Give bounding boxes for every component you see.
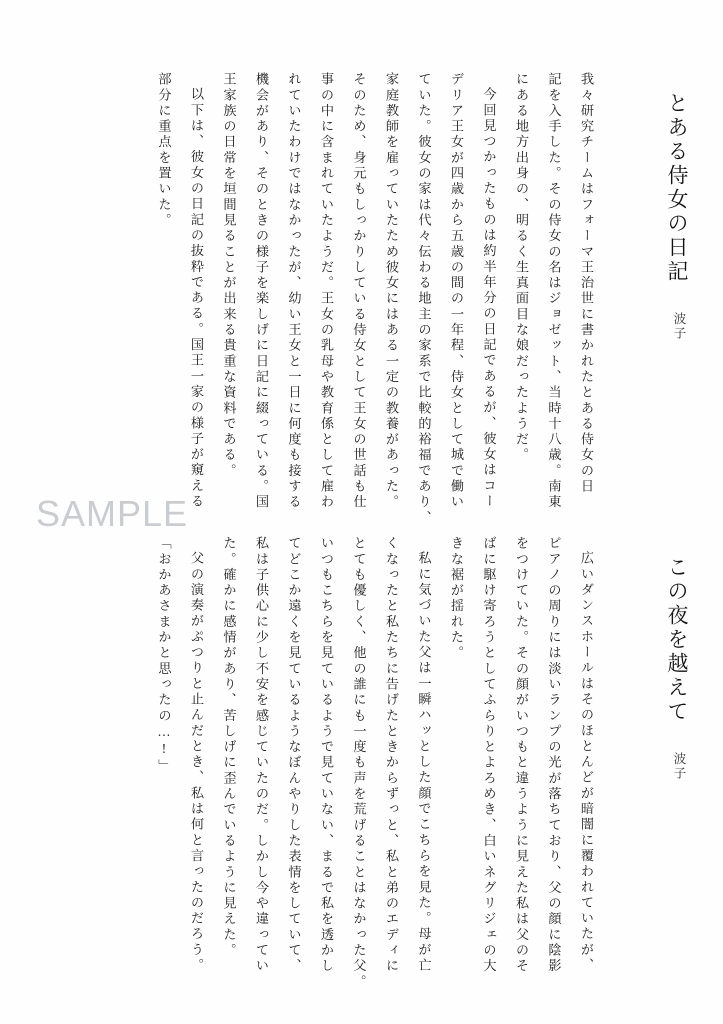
body-column: 今回見つかったものは約半年分の日記であるが、彼女はコー <box>481 87 497 510</box>
section-title-2: この夜を越えて <box>665 556 689 724</box>
body-column: 広いダンスホールはそのほとんどが暗闇に覆われていたが、 <box>579 551 594 974</box>
body-column: ピアノの周りには淡いランプの光が落ちており、父の顔に陰影 <box>546 536 562 975</box>
body-column: きな裾が揺れた。 <box>449 536 464 662</box>
body-column: 父の演奏がぷつりと止んだとき、私は何と言ったのだろう。 <box>189 551 204 974</box>
body-column: 部分に重点を置いた。 <box>156 72 172 229</box>
body-column: にある地方出身の、明るく生真面目な娘だったようだ。 <box>514 72 529 464</box>
body-column: 記を入手した。その侍女の名はジョゼット、当時十八歳。南東 <box>546 72 562 511</box>
body-column: ていた。彼女の家は代々伝わる地主の家系で比較的裕福であり、 <box>416 72 432 526</box>
section-title-block-1 <box>666 92 687 341</box>
sample-watermark: SAMPLE <box>36 493 189 534</box>
body-column: とても優しく、他の誰にも一度も声を荒げることはなかった父。 <box>351 536 367 990</box>
section-title-block-2 <box>666 556 687 781</box>
section-author-2: 波子 <box>672 752 686 781</box>
body-column: 私は子供心に少し不安を感じていたのだ。しかし今や違ってい <box>254 536 269 975</box>
section-author-1: 波子 <box>672 312 686 341</box>
body-column: 王家族の日常を垣間見ることが出来る貴重な資料である。 <box>221 72 237 479</box>
body-column: 機会があり、そのときの様子を楽しげに日記に綴っている。国 <box>254 72 269 511</box>
body-column: た。確かに感情があり、苦しげに歪んでいるように見えた。 <box>221 536 237 959</box>
body-column: いつもこちらを見ているようで見ていない、まるで私を透かし <box>319 536 334 975</box>
section-title-1: とある侍女の日記 <box>665 92 689 284</box>
body-column: をつけていた。その顔がいつもと違うように見えた私は父のそ <box>514 536 529 975</box>
body-column: くなったと私たちに告げたときからずっと、私と弟のエディに <box>384 536 399 975</box>
body-column: てどこか遠くを見ているようなぼんやりした表情をしていて、 <box>286 536 302 975</box>
body-column: 家庭教師を雇っていたため彼女にはある一定の教養があった。 <box>384 72 399 511</box>
body-column: れていたわけではなかったが、幼い王女と一日に何度も接する <box>286 72 302 511</box>
body-column: そのため、身元もしっかりしている侍女として王女の世話も仕 <box>351 72 367 511</box>
body-column: 「おかあさまかと思ったの…!」 <box>156 536 172 775</box>
body-column: 事の中に含まれていたようだ。王女の乳母や教育係として雇わ <box>319 72 334 511</box>
body-column: 私に気づいた父は一瞬ハッとした顔でこちらを見た。母が亡 <box>416 551 432 974</box>
section-body-1 <box>138 72 593 526</box>
body-column: 我々研究チームはフォーマ王治世に書かれたとある侍女の日 <box>579 72 594 495</box>
body-column: デリア王女が四歳から五歳の間の一年程、侍女として城で働い <box>449 72 464 511</box>
body-column: 以下は、彼女の日記の抜粋である。国王一家の様子が窺える <box>189 87 204 510</box>
body-column: ばに駆け寄ろうとしてふらりとよろめき、白いネグリジェの大 <box>481 536 497 975</box>
section-body-2 <box>138 536 593 990</box>
